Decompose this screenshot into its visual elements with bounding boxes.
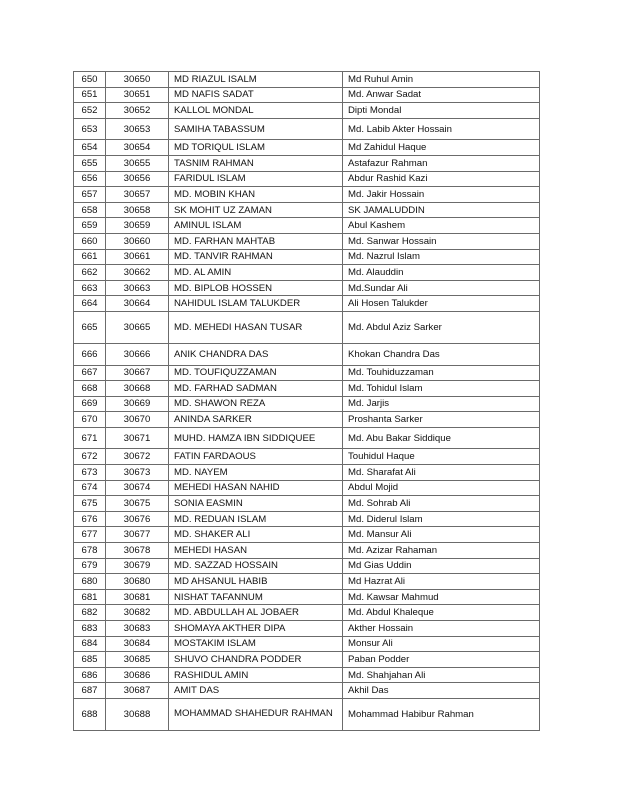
- roll-cell: 30656: [106, 171, 169, 187]
- table-row: [74, 496, 540, 512]
- serial-cell: 685: [74, 652, 106, 668]
- serial-cell: 666: [74, 343, 106, 365]
- father-name-cell: Md. Abdul Khaleque: [343, 605, 540, 621]
- table-row: [74, 72, 540, 88]
- serial-cell: 656: [74, 171, 106, 187]
- serial-cell: 676: [74, 511, 106, 527]
- father-name-cell: Akther Hossain: [343, 621, 540, 637]
- roll-cell: 30655: [106, 155, 169, 171]
- father-name-cell: Md. Touhiduzzaman: [343, 365, 540, 381]
- father-name-cell: Md. Sanwar Hossain: [343, 233, 540, 249]
- serial-cell: 653: [74, 118, 106, 140]
- name-cell: AMINUL ISLAM: [169, 218, 343, 234]
- father-name-cell: Ali Hosen Talukder: [343, 296, 540, 312]
- father-name-cell: Akhil Das: [343, 683, 540, 699]
- father-name-cell: Md. Labib Akter Hossain: [343, 118, 540, 140]
- name-cell: MD. FARHAD SADMAN: [169, 381, 343, 397]
- father-name-cell: Monsur Ali: [343, 636, 540, 652]
- father-name-cell: Md. Mansur Ali: [343, 527, 540, 543]
- roll-cell: 30650: [106, 72, 169, 88]
- table-row: [74, 155, 540, 171]
- table-row: [74, 449, 540, 465]
- roll-cell: 30668: [106, 381, 169, 397]
- name-cell: MD. SHAWON REZA: [169, 396, 343, 412]
- name-cell: MD. SAZZAD HOSSAIN: [169, 558, 343, 574]
- serial-cell: 672: [74, 449, 106, 465]
- serial-cell: 654: [74, 140, 106, 156]
- father-name-cell: Md. Sharafat Ali: [343, 465, 540, 481]
- name-cell: MD. MOBIN KHAN: [169, 187, 343, 203]
- father-name-cell: Md. Jarjis: [343, 396, 540, 412]
- serial-cell: 668: [74, 381, 106, 397]
- table-row: [74, 365, 540, 381]
- name-cell: MD RIAZUL ISALM: [169, 72, 343, 88]
- table-row: [74, 202, 540, 218]
- father-name-cell: Md. Azizar Rahaman: [343, 543, 540, 559]
- father-name-cell: Dipti Mondal: [343, 103, 540, 119]
- father-name-cell: Md Gias Uddin: [343, 558, 540, 574]
- name-cell: AMIT DAS: [169, 683, 343, 699]
- roll-cell: 30672: [106, 449, 169, 465]
- serial-cell: 669: [74, 396, 106, 412]
- name-cell: ANINDA SARKER: [169, 412, 343, 428]
- name-cell: MD. FARHAN MAHTAB: [169, 233, 343, 249]
- table-row: [74, 698, 540, 730]
- table-row: [74, 233, 540, 249]
- table-row: [74, 621, 540, 637]
- serial-cell: 659: [74, 218, 106, 234]
- student-list-table: [73, 71, 540, 731]
- name-cell: MUHD. HAMZA IBN SIDDIQUEE: [169, 427, 343, 449]
- table-row: [74, 171, 540, 187]
- table-row: [74, 427, 540, 449]
- serial-cell: 684: [74, 636, 106, 652]
- father-name-cell: Md Hazrat Ali: [343, 574, 540, 590]
- name-cell: MD. SHAKER ALI: [169, 527, 343, 543]
- father-name-cell: Md. Shahjahan Ali: [343, 667, 540, 683]
- table-row: [74, 140, 540, 156]
- roll-cell: 30669: [106, 396, 169, 412]
- name-cell: MD. REDUAN ISLAM: [169, 511, 343, 527]
- name-cell: NISHAT TAFANNUM: [169, 589, 343, 605]
- serial-cell: 680: [74, 574, 106, 590]
- roll-cell: 30684: [106, 636, 169, 652]
- table-row: [74, 249, 540, 265]
- serial-cell: 681: [74, 589, 106, 605]
- table-row: [74, 412, 540, 428]
- roll-cell: 30654: [106, 140, 169, 156]
- father-name-cell: Md Ruhul Amin: [343, 72, 540, 88]
- roll-cell: 30674: [106, 480, 169, 496]
- document-page: [73, 71, 540, 731]
- father-name-cell: Md. Jakir Hossain: [343, 187, 540, 203]
- table-row: [74, 218, 540, 234]
- father-name-cell: Md. Nazrul Islam: [343, 249, 540, 265]
- table-row: [74, 480, 540, 496]
- name-cell: MD. AL AMIN: [169, 265, 343, 281]
- father-name-cell: Khokan Chandra Das: [343, 343, 540, 365]
- roll-cell: 30662: [106, 265, 169, 281]
- roll-cell: 30657: [106, 187, 169, 203]
- table-row: [74, 558, 540, 574]
- serial-cell: 658: [74, 202, 106, 218]
- roll-cell: 30680: [106, 574, 169, 590]
- table-row: [74, 589, 540, 605]
- serial-cell: 687: [74, 683, 106, 699]
- table-row: [74, 103, 540, 119]
- father-name-cell: Paban Podder: [343, 652, 540, 668]
- father-name-cell: Mohammad Habibur Rahman: [343, 698, 540, 730]
- name-cell: MD. BIPLOB HOSSEN: [169, 280, 343, 296]
- name-cell: ANIK CHANDRA DAS: [169, 343, 343, 365]
- father-name-cell: Md. Tohidul Islam: [343, 381, 540, 397]
- table-row: [74, 187, 540, 203]
- roll-cell: 30663: [106, 280, 169, 296]
- serial-cell: 651: [74, 87, 106, 103]
- table-row: [74, 381, 540, 397]
- roll-cell: 30685: [106, 652, 169, 668]
- name-cell: MD. TOUFIQUZZAMAN: [169, 365, 343, 381]
- roll-cell: 30683: [106, 621, 169, 637]
- serial-cell: 677: [74, 527, 106, 543]
- name-cell: NAHIDUL ISLAM TALUKDER: [169, 296, 343, 312]
- table-row: [74, 265, 540, 281]
- name-cell: MOHAMMAD SHAHEDUR RAHMAN: [169, 698, 343, 730]
- father-name-cell: Md. Sohrab Ali: [343, 496, 540, 512]
- father-name-cell: Md. Alauddin: [343, 265, 540, 281]
- table-row: [74, 683, 540, 699]
- serial-cell: 671: [74, 427, 106, 449]
- roll-cell: 30681: [106, 589, 169, 605]
- serial-cell: 675: [74, 496, 106, 512]
- table-row: [74, 343, 540, 365]
- serial-cell: 674: [74, 480, 106, 496]
- serial-cell: 683: [74, 621, 106, 637]
- father-name-cell: Abdur Rashid Kazi: [343, 171, 540, 187]
- serial-cell: 664: [74, 296, 106, 312]
- father-name-cell: Md. Anwar Sadat: [343, 87, 540, 103]
- roll-cell: 30673: [106, 465, 169, 481]
- serial-cell: 667: [74, 365, 106, 381]
- roll-cell: 30651: [106, 87, 169, 103]
- serial-cell: 663: [74, 280, 106, 296]
- table-row: [74, 311, 540, 343]
- table-row: [74, 87, 540, 103]
- table-row: [74, 636, 540, 652]
- roll-cell: 30664: [106, 296, 169, 312]
- name-cell: RASHIDUL AMIN: [169, 667, 343, 683]
- name-cell: KALLOL MONDAL: [169, 103, 343, 119]
- serial-cell: 662: [74, 265, 106, 281]
- father-name-cell: Abdul Mojid: [343, 480, 540, 496]
- father-name-cell: SK JAMALUDDIN: [343, 202, 540, 218]
- roll-cell: 30652: [106, 103, 169, 119]
- name-cell: SAMIHA TABASSUM: [169, 118, 343, 140]
- roll-cell: 30661: [106, 249, 169, 265]
- serial-cell: 678: [74, 543, 106, 559]
- serial-cell: 657: [74, 187, 106, 203]
- roll-cell: 30687: [106, 683, 169, 699]
- name-cell: TASNIM RAHMAN: [169, 155, 343, 171]
- father-name-cell: Proshanta Sarker: [343, 412, 540, 428]
- roll-cell: 30653: [106, 118, 169, 140]
- roll-cell: 30666: [106, 343, 169, 365]
- table-row: [74, 118, 540, 140]
- serial-cell: 673: [74, 465, 106, 481]
- roll-cell: 30686: [106, 667, 169, 683]
- father-name-cell: Md. Abu Bakar Siddique: [343, 427, 540, 449]
- serial-cell: 650: [74, 72, 106, 88]
- roll-cell: 30665: [106, 311, 169, 343]
- father-name-cell: Md.Sundar Ali: [343, 280, 540, 296]
- serial-cell: 652: [74, 103, 106, 119]
- father-name-cell: Abul Kashem: [343, 218, 540, 234]
- name-cell: MD TORIQUL ISLAM: [169, 140, 343, 156]
- name-cell: MD. NAYEM: [169, 465, 343, 481]
- table-row: [74, 652, 540, 668]
- table-row: [74, 574, 540, 590]
- roll-cell: 30670: [106, 412, 169, 428]
- roll-cell: 30659: [106, 218, 169, 234]
- roll-cell: 30682: [106, 605, 169, 621]
- roll-cell: 30676: [106, 511, 169, 527]
- serial-cell: 679: [74, 558, 106, 574]
- father-name-cell: Astafazur Rahman: [343, 155, 540, 171]
- serial-cell: 682: [74, 605, 106, 621]
- table-row: [74, 296, 540, 312]
- name-cell: MD. TANVIR RAHMAN: [169, 249, 343, 265]
- table-row: [74, 465, 540, 481]
- serial-cell: 686: [74, 667, 106, 683]
- serial-cell: 665: [74, 311, 106, 343]
- serial-cell: 655: [74, 155, 106, 171]
- table-row: [74, 527, 540, 543]
- name-cell: FARIDUL ISLAM: [169, 171, 343, 187]
- name-cell: MD. MEHEDI HASAN TUSAR: [169, 311, 343, 343]
- name-cell: MD. ABDULLAH AL JOBAER: [169, 605, 343, 621]
- roll-cell: 30678: [106, 543, 169, 559]
- table-row: [74, 605, 540, 621]
- name-cell: SHOMAYA AKTHER DIPA: [169, 621, 343, 637]
- name-cell: MEHEDI HASAN: [169, 543, 343, 559]
- roll-cell: 30675: [106, 496, 169, 512]
- name-cell: SK MOHIT UZ ZAMAN: [169, 202, 343, 218]
- father-name-cell: Touhidul Haque: [343, 449, 540, 465]
- name-cell: SONIA EASMIN: [169, 496, 343, 512]
- father-name-cell: Md Zahidul Haque: [343, 140, 540, 156]
- serial-cell: 661: [74, 249, 106, 265]
- table-row: [74, 511, 540, 527]
- roll-cell: 30658: [106, 202, 169, 218]
- name-cell: MD NAFIS SADAT: [169, 87, 343, 103]
- serial-cell: 670: [74, 412, 106, 428]
- table-row: [74, 667, 540, 683]
- father-name-cell: Md. Kawsar Mahmud: [343, 589, 540, 605]
- name-cell: SHUVO CHANDRA PODDER: [169, 652, 343, 668]
- table-row: [74, 543, 540, 559]
- serial-cell: 688: [74, 698, 106, 730]
- table-row: [74, 396, 540, 412]
- name-cell: FATIN FARDAOUS: [169, 449, 343, 465]
- roll-cell: 30679: [106, 558, 169, 574]
- table-row: [74, 280, 540, 296]
- name-cell: MD AHSANUL HABIB: [169, 574, 343, 590]
- name-cell: MEHEDI HASAN NAHID: [169, 480, 343, 496]
- roll-cell: 30660: [106, 233, 169, 249]
- roll-cell: 30667: [106, 365, 169, 381]
- serial-cell: 660: [74, 233, 106, 249]
- father-name-cell: Md. Abdul Aziz Sarker: [343, 311, 540, 343]
- roll-cell: 30688: [106, 698, 169, 730]
- father-name-cell: Md. Diderul Islam: [343, 511, 540, 527]
- roll-cell: 30677: [106, 527, 169, 543]
- name-cell: MOSTAKIM ISLAM: [169, 636, 343, 652]
- roll-cell: 30671: [106, 427, 169, 449]
